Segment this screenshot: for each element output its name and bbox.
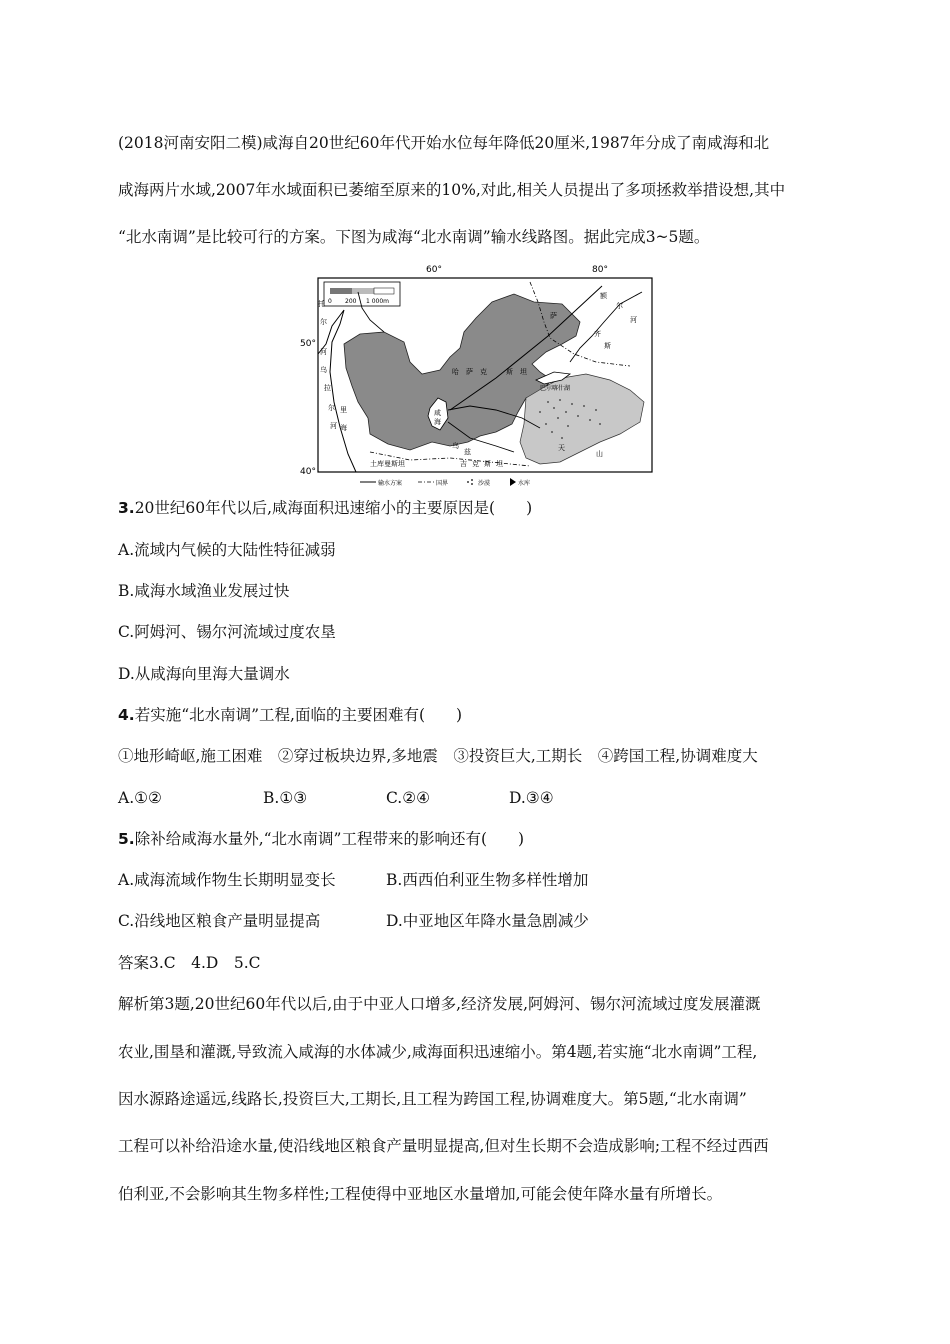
label-irtysh-1: 额: [600, 292, 607, 300]
legend-route: 输水方案: [378, 480, 403, 487]
aral-label-2: 海: [434, 418, 441, 426]
label-tobol-1: 托: [318, 300, 325, 308]
map-legend: [360, 478, 530, 487]
q3-option-b[interactable]: B.咸海水域渔业发展过快: [118, 582, 290, 600]
question-5-number: 5.: [118, 830, 135, 848]
scale-bar: [324, 282, 400, 306]
aral-label-1: 咸: [434, 409, 441, 417]
label-kaz-1: 哈: [452, 368, 459, 376]
question-4-items: ①地形崎岖,施工困难 ②穿过板块边界,多地震 ③投资巨大,工期长 ④跨国工程,协调难度大: [118, 747, 758, 765]
question-3-text: 20世纪60年代以后,咸海面积迅速缩小的主要原因是( ): [134, 499, 533, 517]
label-irtysh-2: 尔: [616, 302, 623, 310]
label-tianshan-2: 山: [596, 450, 603, 458]
label-kyrg-3: 斯: [484, 460, 491, 468]
q4-option-d[interactable]: D.③④: [509, 789, 554, 807]
question-4-options: [118, 787, 618, 809]
label-tianshan-1: 天: [558, 444, 565, 452]
label-irtysh-4: 斯: [604, 342, 611, 350]
question-4-text: 若实施“北水南调”工程,面临的主要困难有( ): [134, 706, 463, 724]
q5-option-d[interactable]: D.中亚地区年降水量急剧减少: [386, 912, 589, 930]
scale-label-200: 200: [345, 298, 357, 305]
lon-label-80: 80°: [592, 265, 608, 275]
label-irtysh-5: 河: [630, 316, 637, 324]
lat-label-50: 50°: [300, 339, 316, 349]
legend-desert: 沙漠: [478, 480, 491, 487]
label-kaz-4: 斯: [506, 368, 513, 376]
question-5-stem: [118, 828, 524, 850]
label-kaz-3: 克: [480, 368, 487, 376]
label-ural-4: 河: [330, 422, 337, 430]
q4-option-b[interactable]: B.①③: [263, 789, 308, 807]
label-tobol-2: 尔: [320, 318, 327, 326]
intro-line-2: 咸海两片水域,2007年水域面积已萎缩至原来的10%,对此,相关人员提出了多项拯救举措设想,其中: [118, 181, 786, 199]
label-kaz-2: 萨: [466, 368, 473, 376]
label-tobol-3: 河: [320, 348, 327, 356]
question-5-text: 除补给咸海水量外,“北水南调”工程带来的影响还有( ): [134, 830, 525, 848]
intro-line-1: (2018河南安阳二模)咸海自20世纪60年代开始水位每年降低20厘米,1987年分成了南咸海和北: [118, 134, 770, 152]
lat-label-40: 40°: [300, 467, 316, 477]
label-kyrg-2: 克: [472, 460, 479, 468]
label-balkhash: 巴尔喀什湖: [540, 385, 571, 392]
label-kaz-5: 坦: [520, 368, 527, 376]
scale-label-0: 0: [328, 298, 332, 305]
question-5-options-row2: [118, 910, 718, 932]
label-caspian-1: 里: [340, 406, 347, 414]
q5-option-b[interactable]: B.西西伯利亚生物多样性增加: [386, 871, 589, 889]
question-4-number: 4.: [118, 706, 135, 724]
q3-option-d[interactable]: D.从咸海向里海大量调水: [118, 665, 290, 683]
q4-option-c[interactable]: C.②④: [386, 789, 431, 807]
label-uzbek-1: 乌: [452, 442, 459, 450]
label-ural-3: 尔: [328, 404, 335, 412]
label-ural-2: 拉: [324, 384, 331, 392]
label-uzbek-2: 兹: [464, 448, 471, 456]
legend-reservoir: 水库: [518, 480, 531, 487]
q5-option-c[interactable]: C.沿线地区粮食产量明显提高: [118, 912, 321, 930]
label-sayan: 萨: [550, 312, 557, 320]
water-diversion-map: [300, 262, 656, 488]
q5-option-a[interactable]: A.咸海流域作物生长期明显变长: [118, 871, 336, 889]
analysis-line-2: 农业,围垦和灌溉,导致流入咸海的水体减少,咸海面积迅速缩小。第4题,若实施“北水南调”工程,: [118, 1043, 758, 1061]
q4-option-a[interactable]: A.①②: [118, 789, 162, 807]
analysis-line-1: 解析第3题,20世纪60年代以后,由于中亚人口增多,经济发展,阿姆河、锡尔河流域过度发展灌溉: [118, 995, 761, 1013]
analysis-line-4: 工程可以补给沿途水量,使沿线地区粮食产量明显提高,但对生长期不会造成影响;工程不经过西西: [118, 1137, 769, 1155]
question-4-stem: [118, 704, 462, 726]
label-irtysh-3: 齐: [594, 330, 601, 338]
analysis-line-3: 因水源路途遥远,线路长,投资巨大,工期长,且工程为跨国工程,协调难度大。第5题,“北水南调”: [118, 1090, 747, 1108]
analysis-line-5: 伯利亚,不会影响其生物多样性;工程使得中亚地区水量增加,可能会使年降水量有所增长。: [118, 1185, 723, 1203]
scale-label-1000: 1 000m: [366, 298, 390, 305]
label-kyrg-1: 吉: [460, 460, 467, 468]
label-ural-1: 乌: [320, 366, 327, 374]
question-3-stem: [118, 497, 532, 519]
legend-border: 国界: [436, 480, 449, 487]
label-turkmenistan: 土库曼斯坦: [370, 460, 405, 468]
q3-option-c[interactable]: C.阿姆河、锡尔河流域过度农垦: [118, 623, 336, 641]
q3-option-a[interactable]: A.流域内气候的大陆性特征减弱: [118, 541, 336, 559]
question-3-number: 3.: [118, 499, 135, 517]
intro-line-3: “北水南调”是比较可行的方案。下图为咸海“北水南调”输水线路图。据此完成3~5题。: [118, 228, 710, 246]
answer-line: 答案3.C 4.D 5.C: [118, 954, 261, 972]
question-5-options-row1: [118, 869, 718, 891]
label-caspian-2: 海: [340, 424, 347, 432]
label-kyrg-4: 坦: [496, 460, 503, 468]
lon-label-60: 60°: [426, 265, 442, 275]
